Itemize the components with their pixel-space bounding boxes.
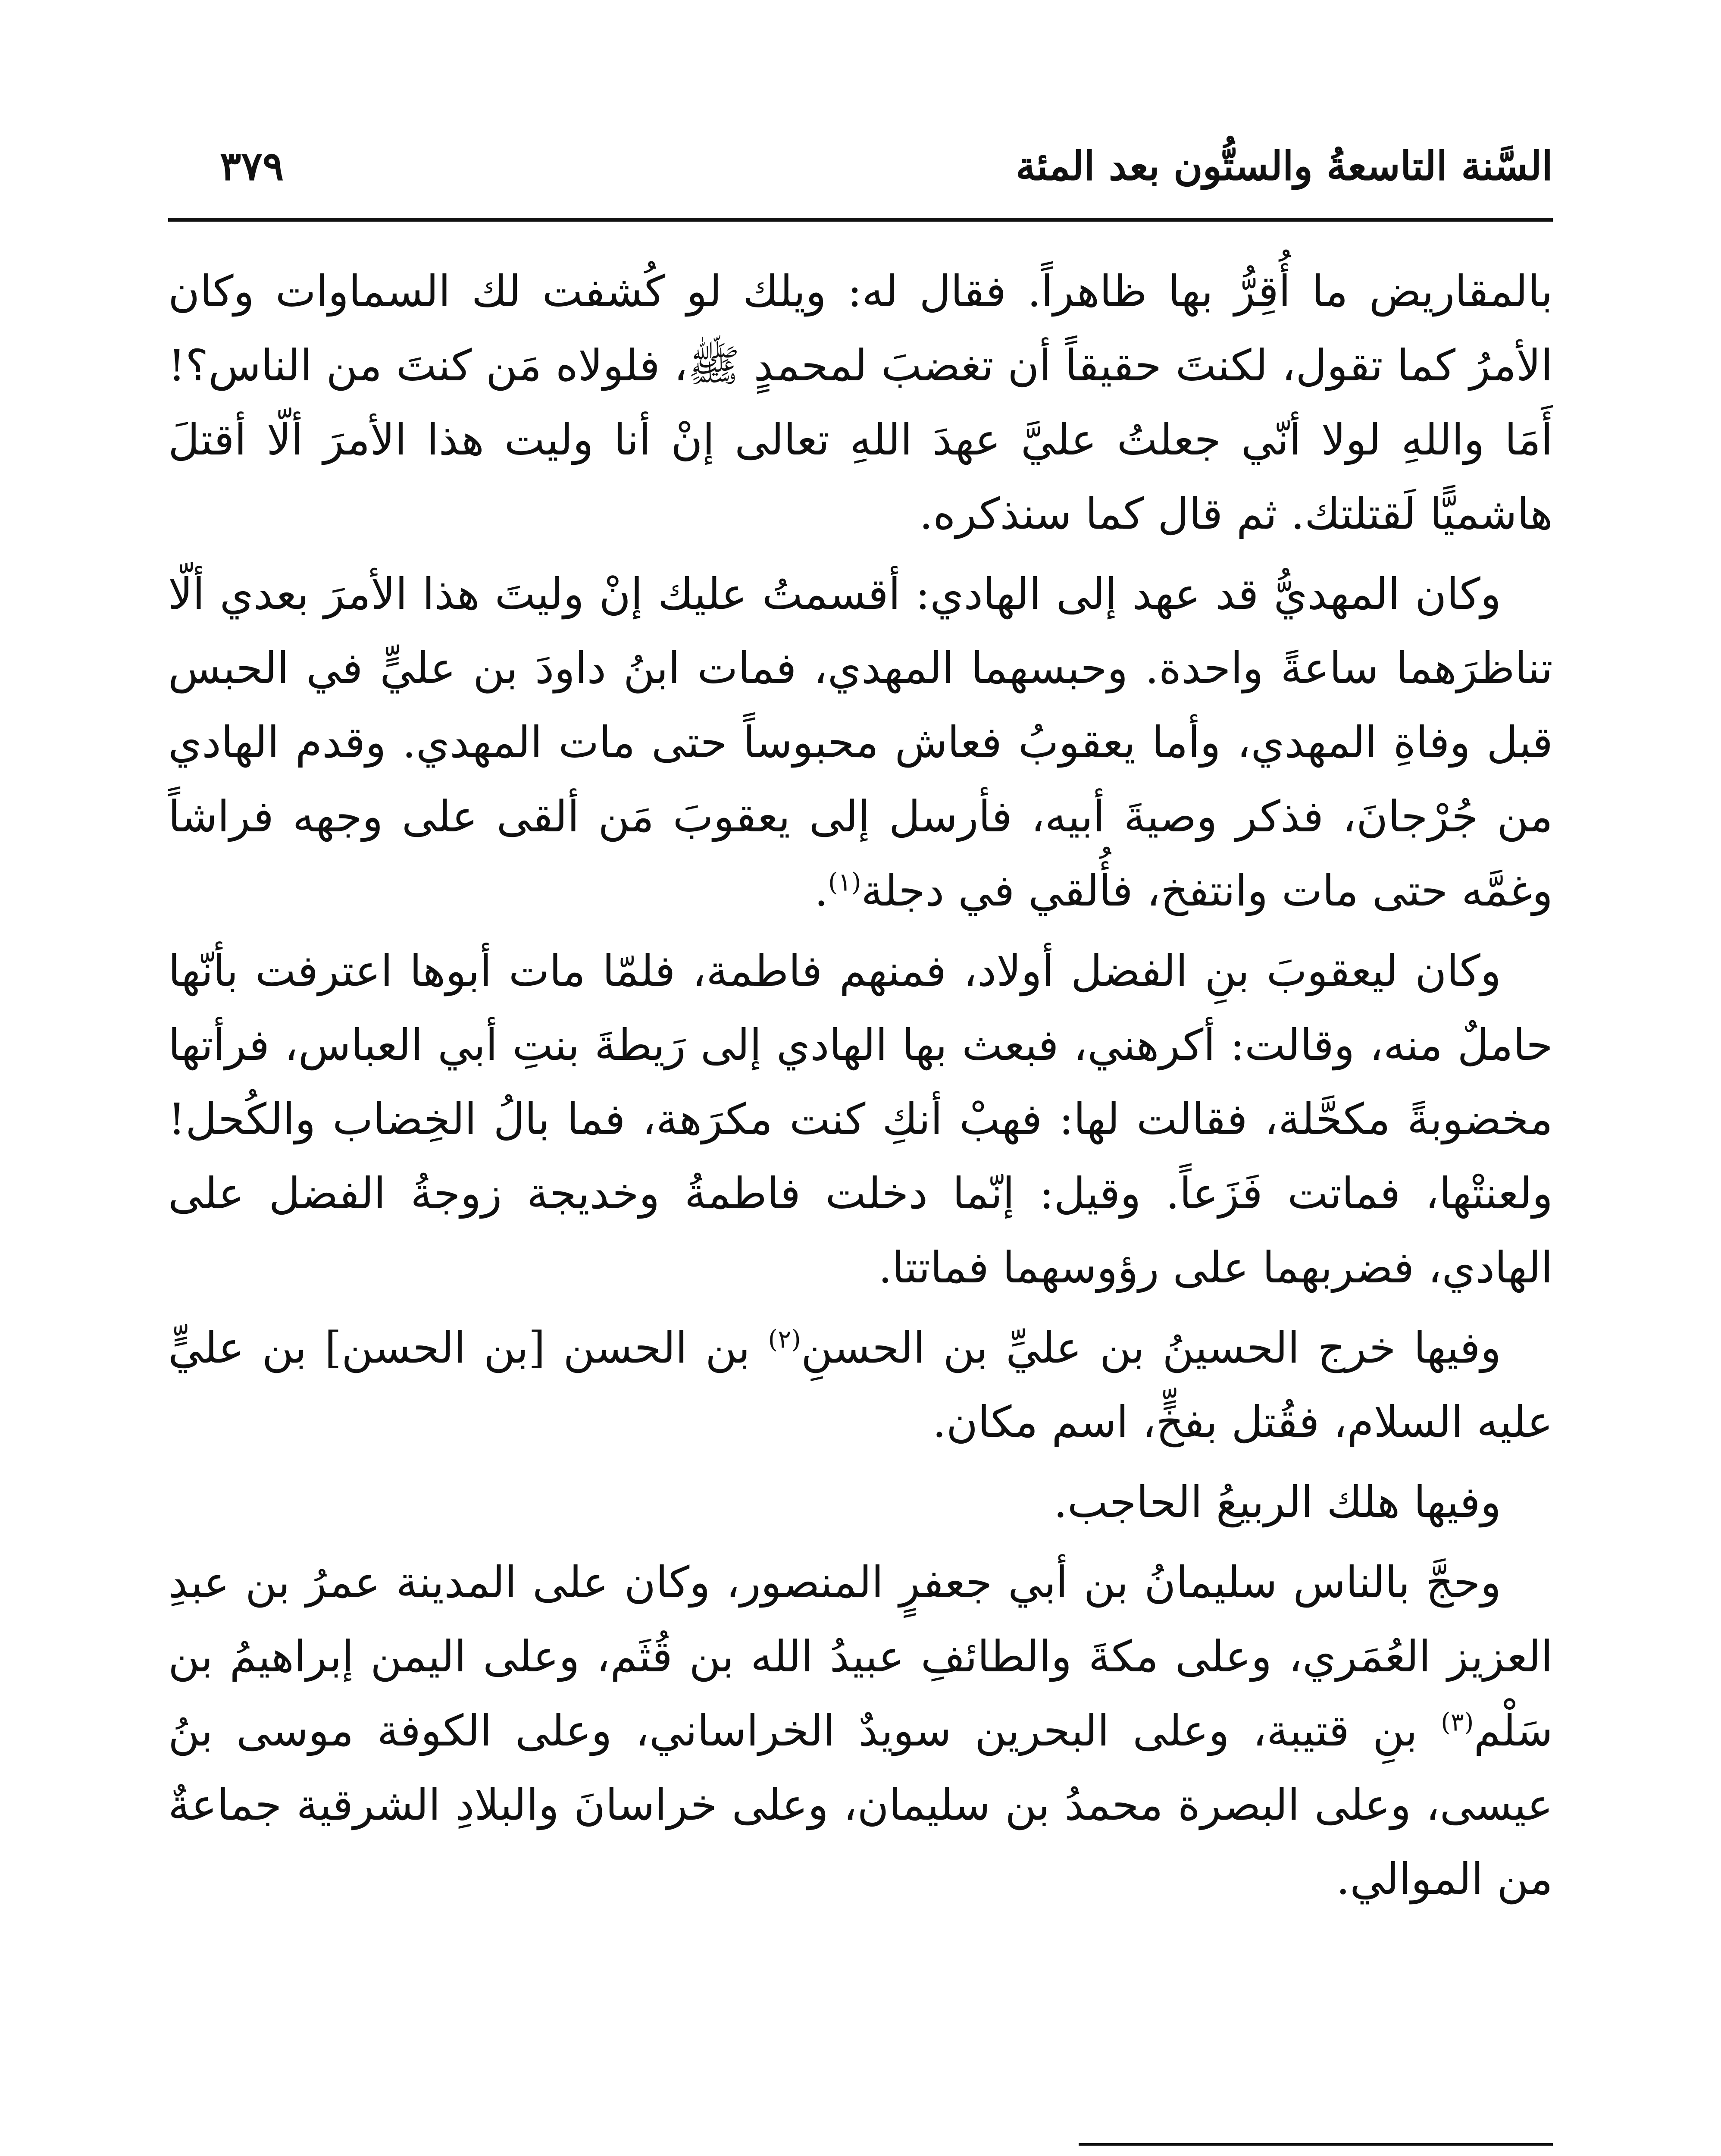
paragraph-text: وكان المهديُّ قد عهد إلى الهادي: أقسمتُ عليك إنْ وليتَ هذا الأمرَ بعدي ألّا تناظرَهما ساعةً واحدة. وحبسهما المهدي، فمات ابنُ داودَ بن عليٍّ في الحبس قبل وفاةِ المهدي، وأما يعقوبُ فعاش محبوساً حتى مات المهدي. وقدم الهادي من جُرْجانَ، فذكر وصيةَ أبيه، فأرسل إلى يعقوبَ مَن ألقى على وجهه فراشاً وغمَّه حتى مات وانتفخ، فأُلقي في دجلة (168, 569, 1553, 916)
footnote-reference: (٣) (1441, 1707, 1474, 1737)
page-header (168, 129, 1553, 203)
page-number: ٣٧٩ (220, 143, 284, 189)
paragraph-text: بنِ قتيبة، وعلى البحرين سويدٌ الخراساني، وعلى الكوفة موسى بنُ عيسى، وعلى البصرة محمدُ بن سليمان، وعلى خراسانَ والبلادِ الشرقية جماعةٌ من الموالي. (168, 1705, 1553, 1904)
footnote-reference: (١) (828, 867, 861, 897)
main-text (168, 254, 1553, 1922)
header-rule (168, 218, 1553, 222)
paragraph-text: وكان ليعقوبَ بنِ الفضل أولاد، فمنهم فاطمة، فلمّا مات أبوها اعترفت بأنّها حاملٌ منه، وقالت: أكرهني، فبعث بها الهادي إلى رَيطةَ بنتِ أبي العباس، فرأتها مخضوبةً مكحَّلة، فقالت لها: فهبْ أنكِ كنت مكرَهة، فما بالُ الخِضاب والكُحل! ولعنتْها، فماتت فَزَعاً. وقيل: إنّما دخلت فاطمةُ وخديجة زوجةُ الفضل على الهادي، فضربهما على رؤوسهما فماتتا. (168, 946, 1553, 1293)
paragraph (168, 1465, 1553, 1539)
footnote-reference: (٢) (768, 1324, 801, 1354)
paragraph-text: بالمقاريض ما أُقِرُّ بها ظاهراً. فقال له: ويلك لو كُشفت لك السماوات وكان الأمرُ كما تقول، لكنتَ حقيقاً أن تغضبَ لمحمدٍ ﷺ، فلولاه مَن كنتَ من الناس؟! أَمَا واللهِ لولا أنّي جعلتُ عليَّ عهدَ اللهِ تعالى إنْ أنا وليت هذا الأمرَ ألّا أقتلَ هاشميًّا لَقتلتك. ثم قال كما سنذكره. (168, 266, 1553, 539)
paragraph (168, 254, 1553, 551)
paragraph-text: . (814, 865, 828, 916)
paragraph-text: وحجَّ بالناس سليمانُ بن أبي جعفرٍ المنصور، وكان على المدينة عمرُ بن عبدِ العزيز العُمَري، وعلى مكةَ والطائفِ عبيدُ الله بن قُثَم، وعلى اليمن إبراهيمُ بن سَلْم (168, 1557, 1553, 1756)
paragraph-text: وفيها خرج الحسينُ بن عليِّ بن الحسنِ (801, 1322, 1501, 1373)
footnote-separator (1079, 2143, 1553, 2146)
paragraph (168, 1545, 1553, 1916)
paragraph (168, 1311, 1553, 1459)
running-title: السَّنة التاسعةُ والستُّون بعد المئة (1015, 143, 1553, 189)
paragraph-text: وفيها هلك الربيعُ الحاجب. (1053, 1477, 1501, 1527)
paragraph (168, 557, 1553, 928)
paragraph (168, 934, 1553, 1305)
paragraph-text: بن الحسن [بن الحسن] بن عليٍّ عليه السلام، فقُتل بفخٍّ، اسم مكان. (168, 1322, 1553, 1447)
